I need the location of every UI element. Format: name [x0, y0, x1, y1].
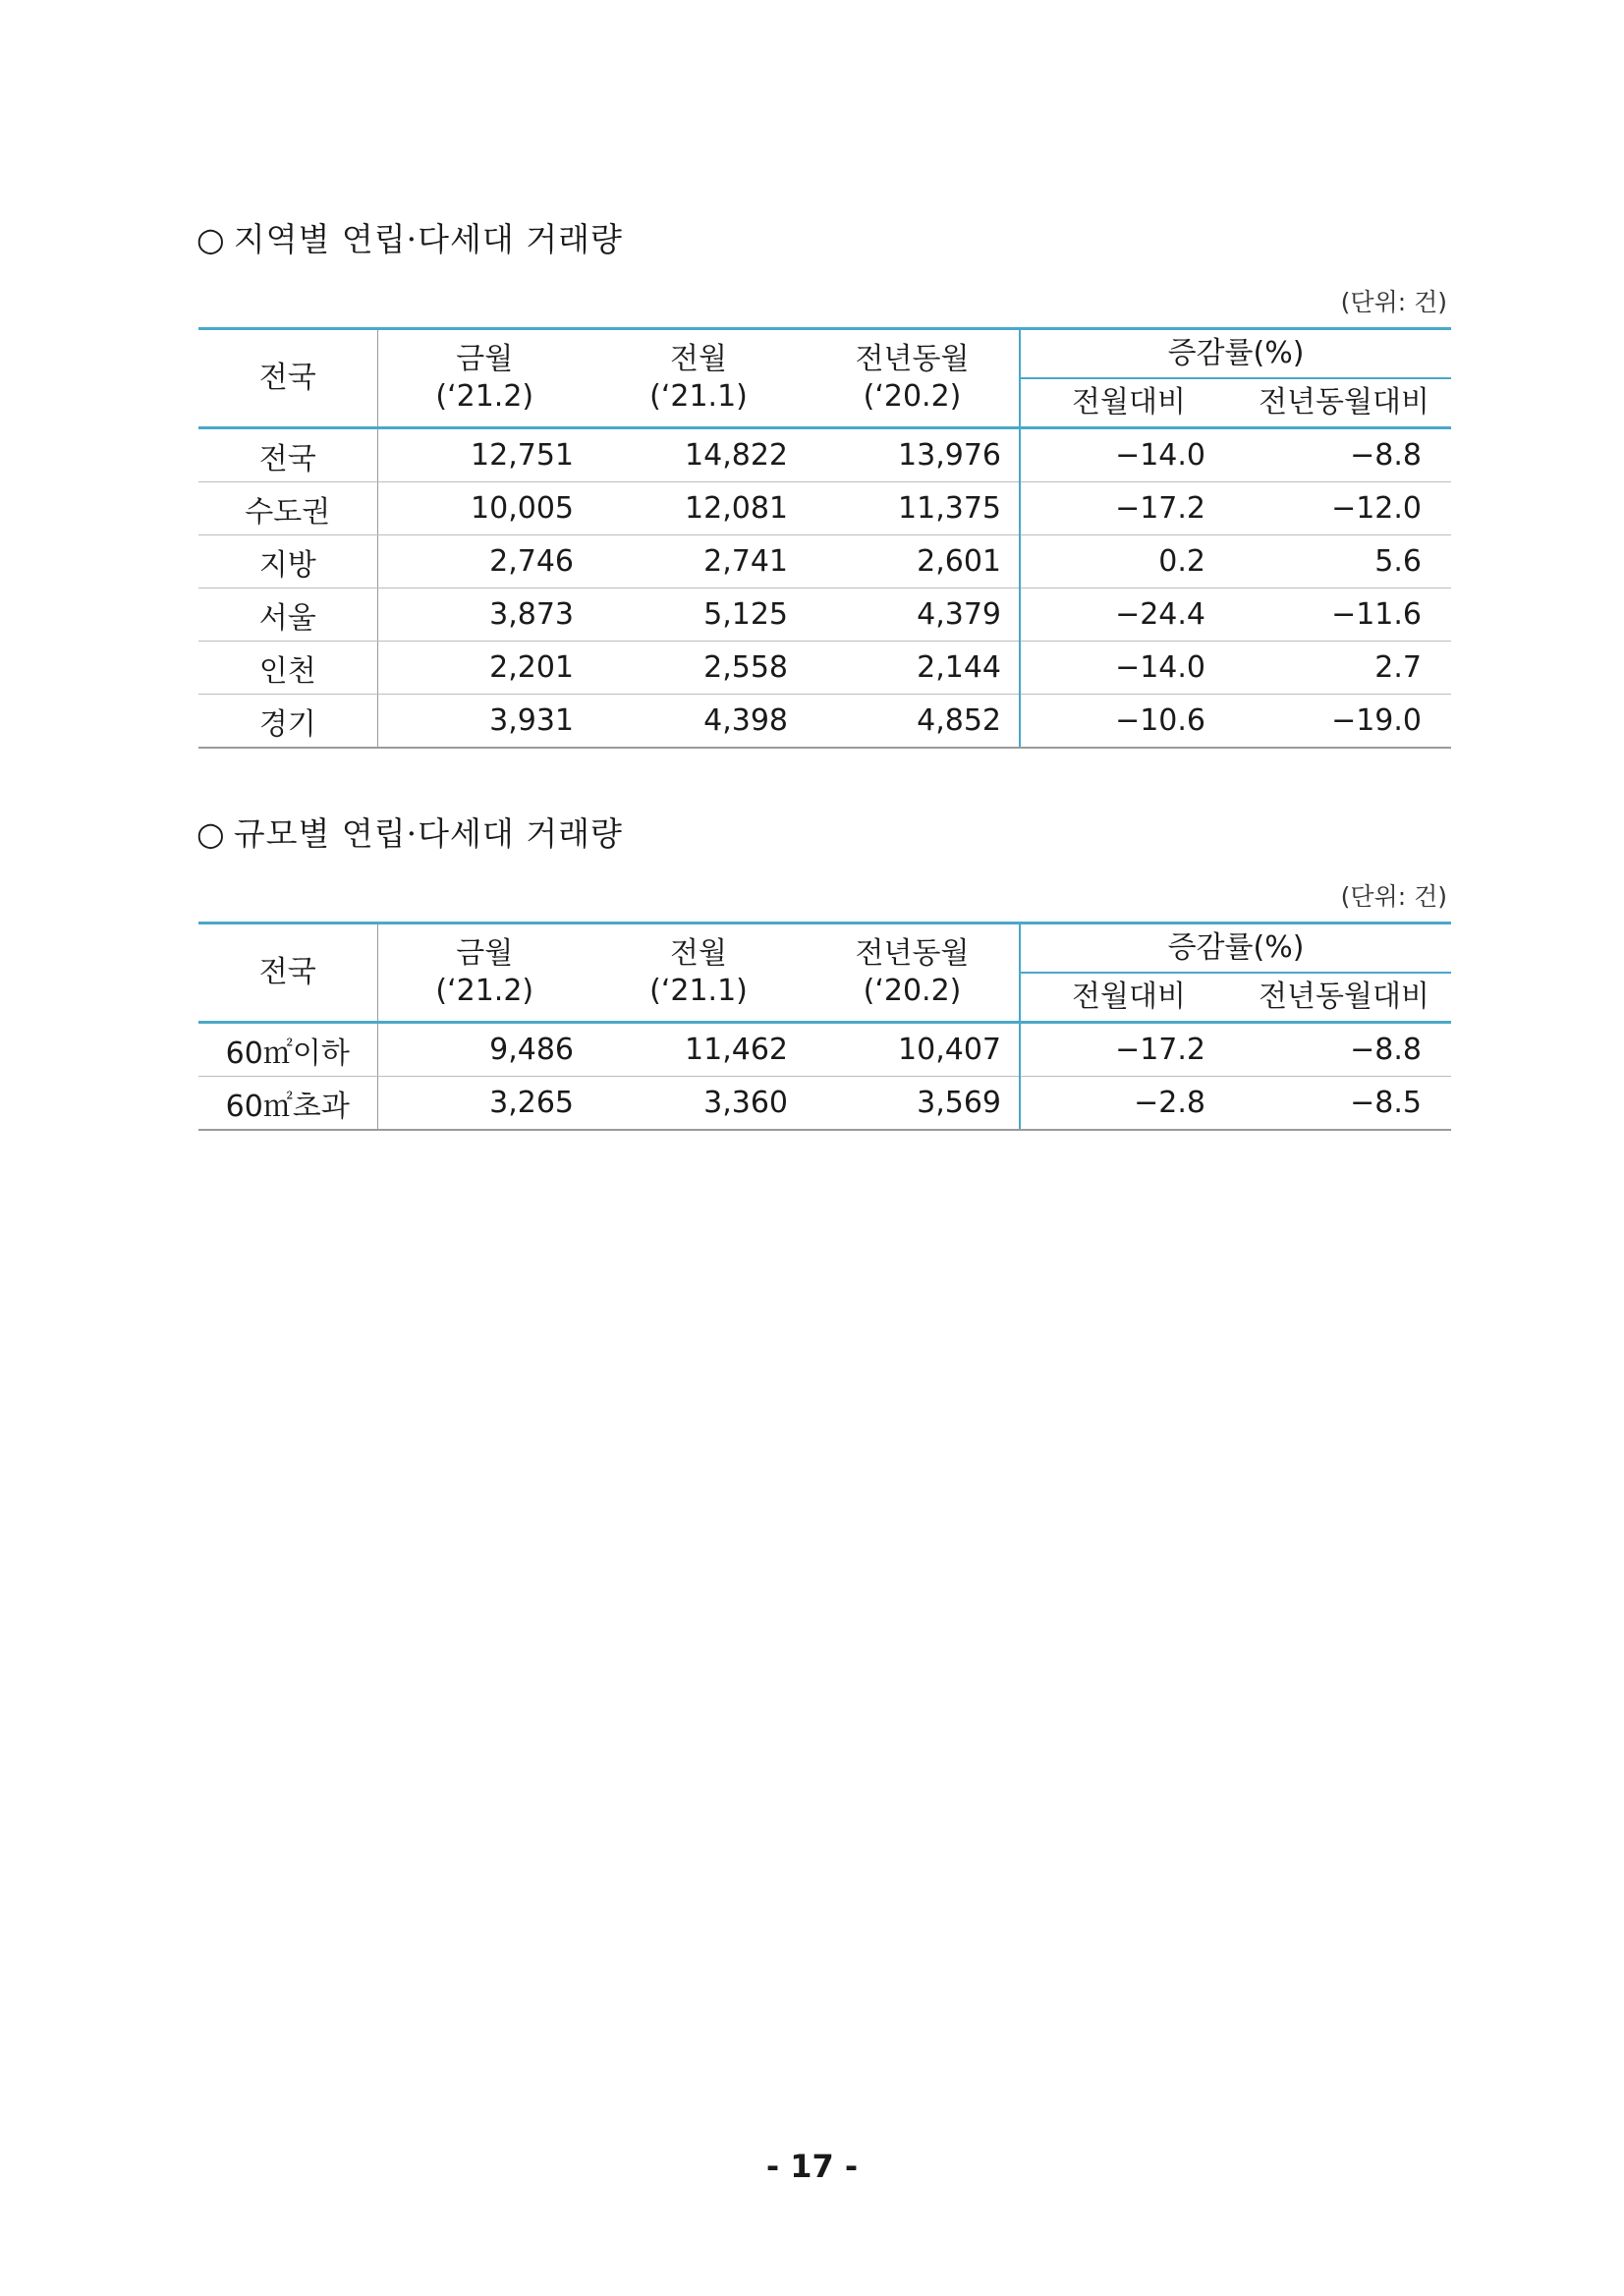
table-row	[198, 482, 1451, 535]
row-prev: 14,822	[591, 428, 806, 482]
header-region: 전국	[198, 329, 377, 428]
header-lastyear-period: (‘20.2)	[863, 974, 962, 1008]
row-current: 3,265	[377, 1077, 591, 1131]
header-lastyear-label: 전년동월	[855, 342, 970, 376]
header-rate: 증감률(%)	[1020, 924, 1451, 974]
row-lastyear: 10,407	[806, 1023, 1020, 1077]
section-title-size	[196, 809, 623, 855]
row-name: 수도권	[198, 482, 377, 535]
row-current: 12,751	[377, 428, 591, 482]
row-name: 60㎡초과	[198, 1077, 377, 1131]
header-rate-mom: 전월대비	[1020, 378, 1237, 428]
table-row	[198, 428, 1451, 482]
section-title-region	[196, 214, 623, 260]
header-lastyear	[806, 924, 1020, 1023]
header-rate-mom: 전월대비	[1020, 973, 1237, 1023]
row-mom: −17.2	[1020, 482, 1237, 535]
row-name: 경기	[198, 695, 377, 749]
header-prev-period: (‘21.1)	[649, 379, 748, 414]
header-lastyear-label: 전년동월	[855, 936, 970, 971]
header-rate-yoy: 전년동월대비	[1237, 378, 1451, 428]
row-current: 3,873	[377, 588, 591, 642]
header-prev-label: 전월	[670, 342, 727, 376]
row-name: 60㎡이하	[198, 1023, 377, 1077]
header-current	[377, 329, 591, 428]
unit-label: (단위: 건)	[1340, 882, 1447, 911]
row-current: 9,486	[377, 1023, 591, 1077]
row-yoy: −8.8	[1237, 428, 1451, 482]
row-mom: −17.2	[1020, 1023, 1237, 1077]
row-current: 10,005	[377, 482, 591, 535]
table-row	[198, 695, 1451, 749]
header-prev	[591, 924, 806, 1023]
row-lastyear: 2,144	[806, 642, 1020, 695]
row-name: 서울	[198, 588, 377, 642]
row-lastyear: 13,976	[806, 428, 1020, 482]
row-yoy: −8.5	[1237, 1077, 1451, 1131]
header-current	[377, 924, 591, 1023]
row-yoy: −11.6	[1237, 588, 1451, 642]
row-yoy: 5.6	[1237, 535, 1451, 588]
header-prev-label: 전월	[670, 936, 727, 971]
row-mom: −10.6	[1020, 695, 1237, 749]
header-rate-yoy: 전년동월대비	[1237, 973, 1451, 1023]
table-row	[198, 1077, 1451, 1131]
row-prev: 4,398	[591, 695, 806, 749]
row-prev: 2,558	[591, 642, 806, 695]
header-current-label: 금월	[456, 342, 514, 376]
header-current-period: (‘21.2)	[435, 974, 534, 1008]
table-row	[198, 588, 1451, 642]
unit-label: (단위: 건)	[1340, 288, 1447, 316]
section-title-text: 규모별 연립·다세대 거래량	[233, 814, 623, 853]
table-row	[198, 1023, 1451, 1077]
header-lastyear-period: (‘20.2)	[863, 379, 962, 414]
row-lastyear: 4,852	[806, 695, 1020, 749]
row-prev: 5,125	[591, 588, 806, 642]
row-lastyear: 11,375	[806, 482, 1020, 535]
row-mom: −24.4	[1020, 588, 1237, 642]
row-lastyear: 2,601	[806, 535, 1020, 588]
row-current: 2,201	[377, 642, 591, 695]
bullet-icon: ○	[196, 814, 226, 853]
row-name: 전국	[198, 428, 377, 482]
size-table	[198, 922, 1451, 1131]
header-current-label: 금월	[456, 936, 514, 971]
row-mom: 0.2	[1020, 535, 1237, 588]
header-rate: 증감률(%)	[1020, 329, 1451, 379]
row-current: 3,931	[377, 695, 591, 749]
row-current: 2,746	[377, 535, 591, 588]
row-lastyear: 4,379	[806, 588, 1020, 642]
row-prev: 2,741	[591, 535, 806, 588]
bullet-icon: ○	[196, 220, 226, 258]
header-prev-period: (‘21.1)	[649, 974, 748, 1008]
header-current-period: (‘21.2)	[435, 379, 534, 414]
row-name: 인천	[198, 642, 377, 695]
row-yoy: −12.0	[1237, 482, 1451, 535]
row-lastyear: 3,569	[806, 1077, 1020, 1131]
row-yoy: 2.7	[1237, 642, 1451, 695]
row-yoy: −8.8	[1237, 1023, 1451, 1077]
header-lastyear	[806, 329, 1020, 428]
region-table	[198, 327, 1451, 749]
row-mom: −2.8	[1020, 1077, 1237, 1131]
page-number: - 17 -	[765, 2148, 859, 2185]
row-mom: −14.0	[1020, 428, 1237, 482]
row-prev: 11,462	[591, 1023, 806, 1077]
row-name: 지방	[198, 535, 377, 588]
header-prev	[591, 329, 806, 428]
row-yoy: −19.0	[1237, 695, 1451, 749]
header-region: 전국	[198, 924, 377, 1023]
table-row	[198, 642, 1451, 695]
row-mom: −14.0	[1020, 642, 1237, 695]
table-row	[198, 535, 1451, 588]
row-prev: 3,360	[591, 1077, 806, 1131]
section-title-text: 지역별 연립·다세대 거래량	[233, 220, 623, 258]
row-prev: 12,081	[591, 482, 806, 535]
